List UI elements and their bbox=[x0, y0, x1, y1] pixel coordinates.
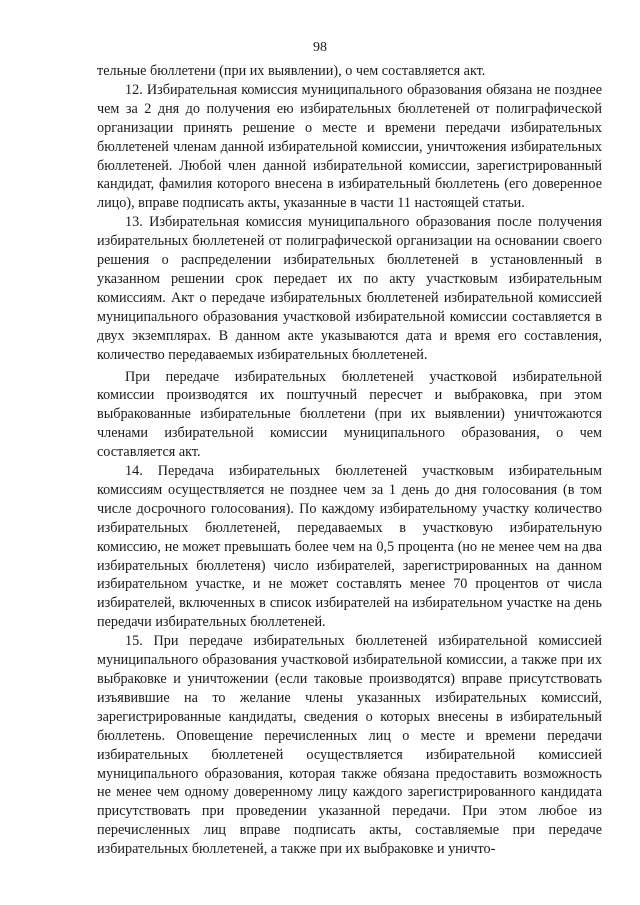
paragraph-item-15: 15. При передаче избирательных бюллетеней избирательной комиссией муниципального образования участковой избирательной комиссии, а также при их выбраковке и уничтожении (если таковые производятся) вправе присутствовать изъявившие на то желание члены указанных избирательных комиссий, зарегистрированные кандидаты, сведения о которых внесены в избирательный бюллетень. Оповещение перечисленных лиц о месте и времени передачи избирательных бюллетеней осуществляется избирательной комиссией муниципального образования, которая также обязана предоставить возможность не менее чем одному доверенному лицу каждого зарегистрированного кандидата присутствовать при проведении указанной передачи. При этом любое из перечисленных лиц вправе подписать акты, составляемые при передаче избирательных бюллетеней, а также при их выбраковке и уничто- bbox=[97, 633, 602, 858]
paragraph-continuation: тельные бюллетени (при их выявлении), о чем составляется акт. bbox=[97, 63, 486, 79]
paragraph-item-14: 14. Передача избирательных бюллетеней участковым избирательным комиссиям осуществляется не позднее чем за 1 день до дня голосования (в том числе досрочного голосования). По каждому избирательному участку количество избирательных бюллетеней, передаваемых в участковую избирательную комиссию, не может превышать более чем на 0,5 процента (но не менее чем на два избирательных бюллетеня) число избирателей, зарегистрированных на данном избирательном участке, и не может составлять менее 70 процентов от числа избирателей, включенных в список избирателей на избирательном участке на день передачи избирательных бюллетеней. bbox=[97, 463, 602, 631]
paragraph-item-13: 13. Избирательная комиссия муниципального образования после получения избирательных бюллетеней от полиграфической организации на основании своего решения о распределении избирательных бюллетеней в установленный в указанном решении срок передает их по акту участковым избирательным комиссиям. Акт о передаче избирательных бюллетеней избирательной комиссией муниципального образования участковой избирательной комиссии составляется в двух экземплярах. В данном акте указываются дата и время его составления, количество передаваемых избирательных бюллетеней. bbox=[97, 214, 602, 363]
document-text bbox=[97, 62, 602, 859]
page-number: 98 bbox=[313, 40, 327, 55]
paragraph-item-12: 12. Избирательная комиссия муниципального образования обязана не позднее чем за 2 дня до получения ею избирательных бюллетеней от полиграфической организации принять решение о месте и времени передачи избирательных бюллетеней членам данной избирательной комиссии, уничтожения избирательных бюллетеней. Любой член данной избирательной комиссии, зарегистрированный кандидат, фамилия которого внесена в избирательный бюллетень (его доверенное лицо), вправе подписать акты, указанные в части 11 настоящей статьи. bbox=[97, 81, 602, 212]
paragraph-item-13-transfer: При передаче избирательных бюллетеней участковой избирательной комиссии производятся их поштучный пересчет и выбраковка, при этом выбракованные избирательные бюллетени (при их выявлении) уничтожаются членами избирательной комиссии муниципального образования, о чем составляется акт. bbox=[97, 368, 602, 461]
